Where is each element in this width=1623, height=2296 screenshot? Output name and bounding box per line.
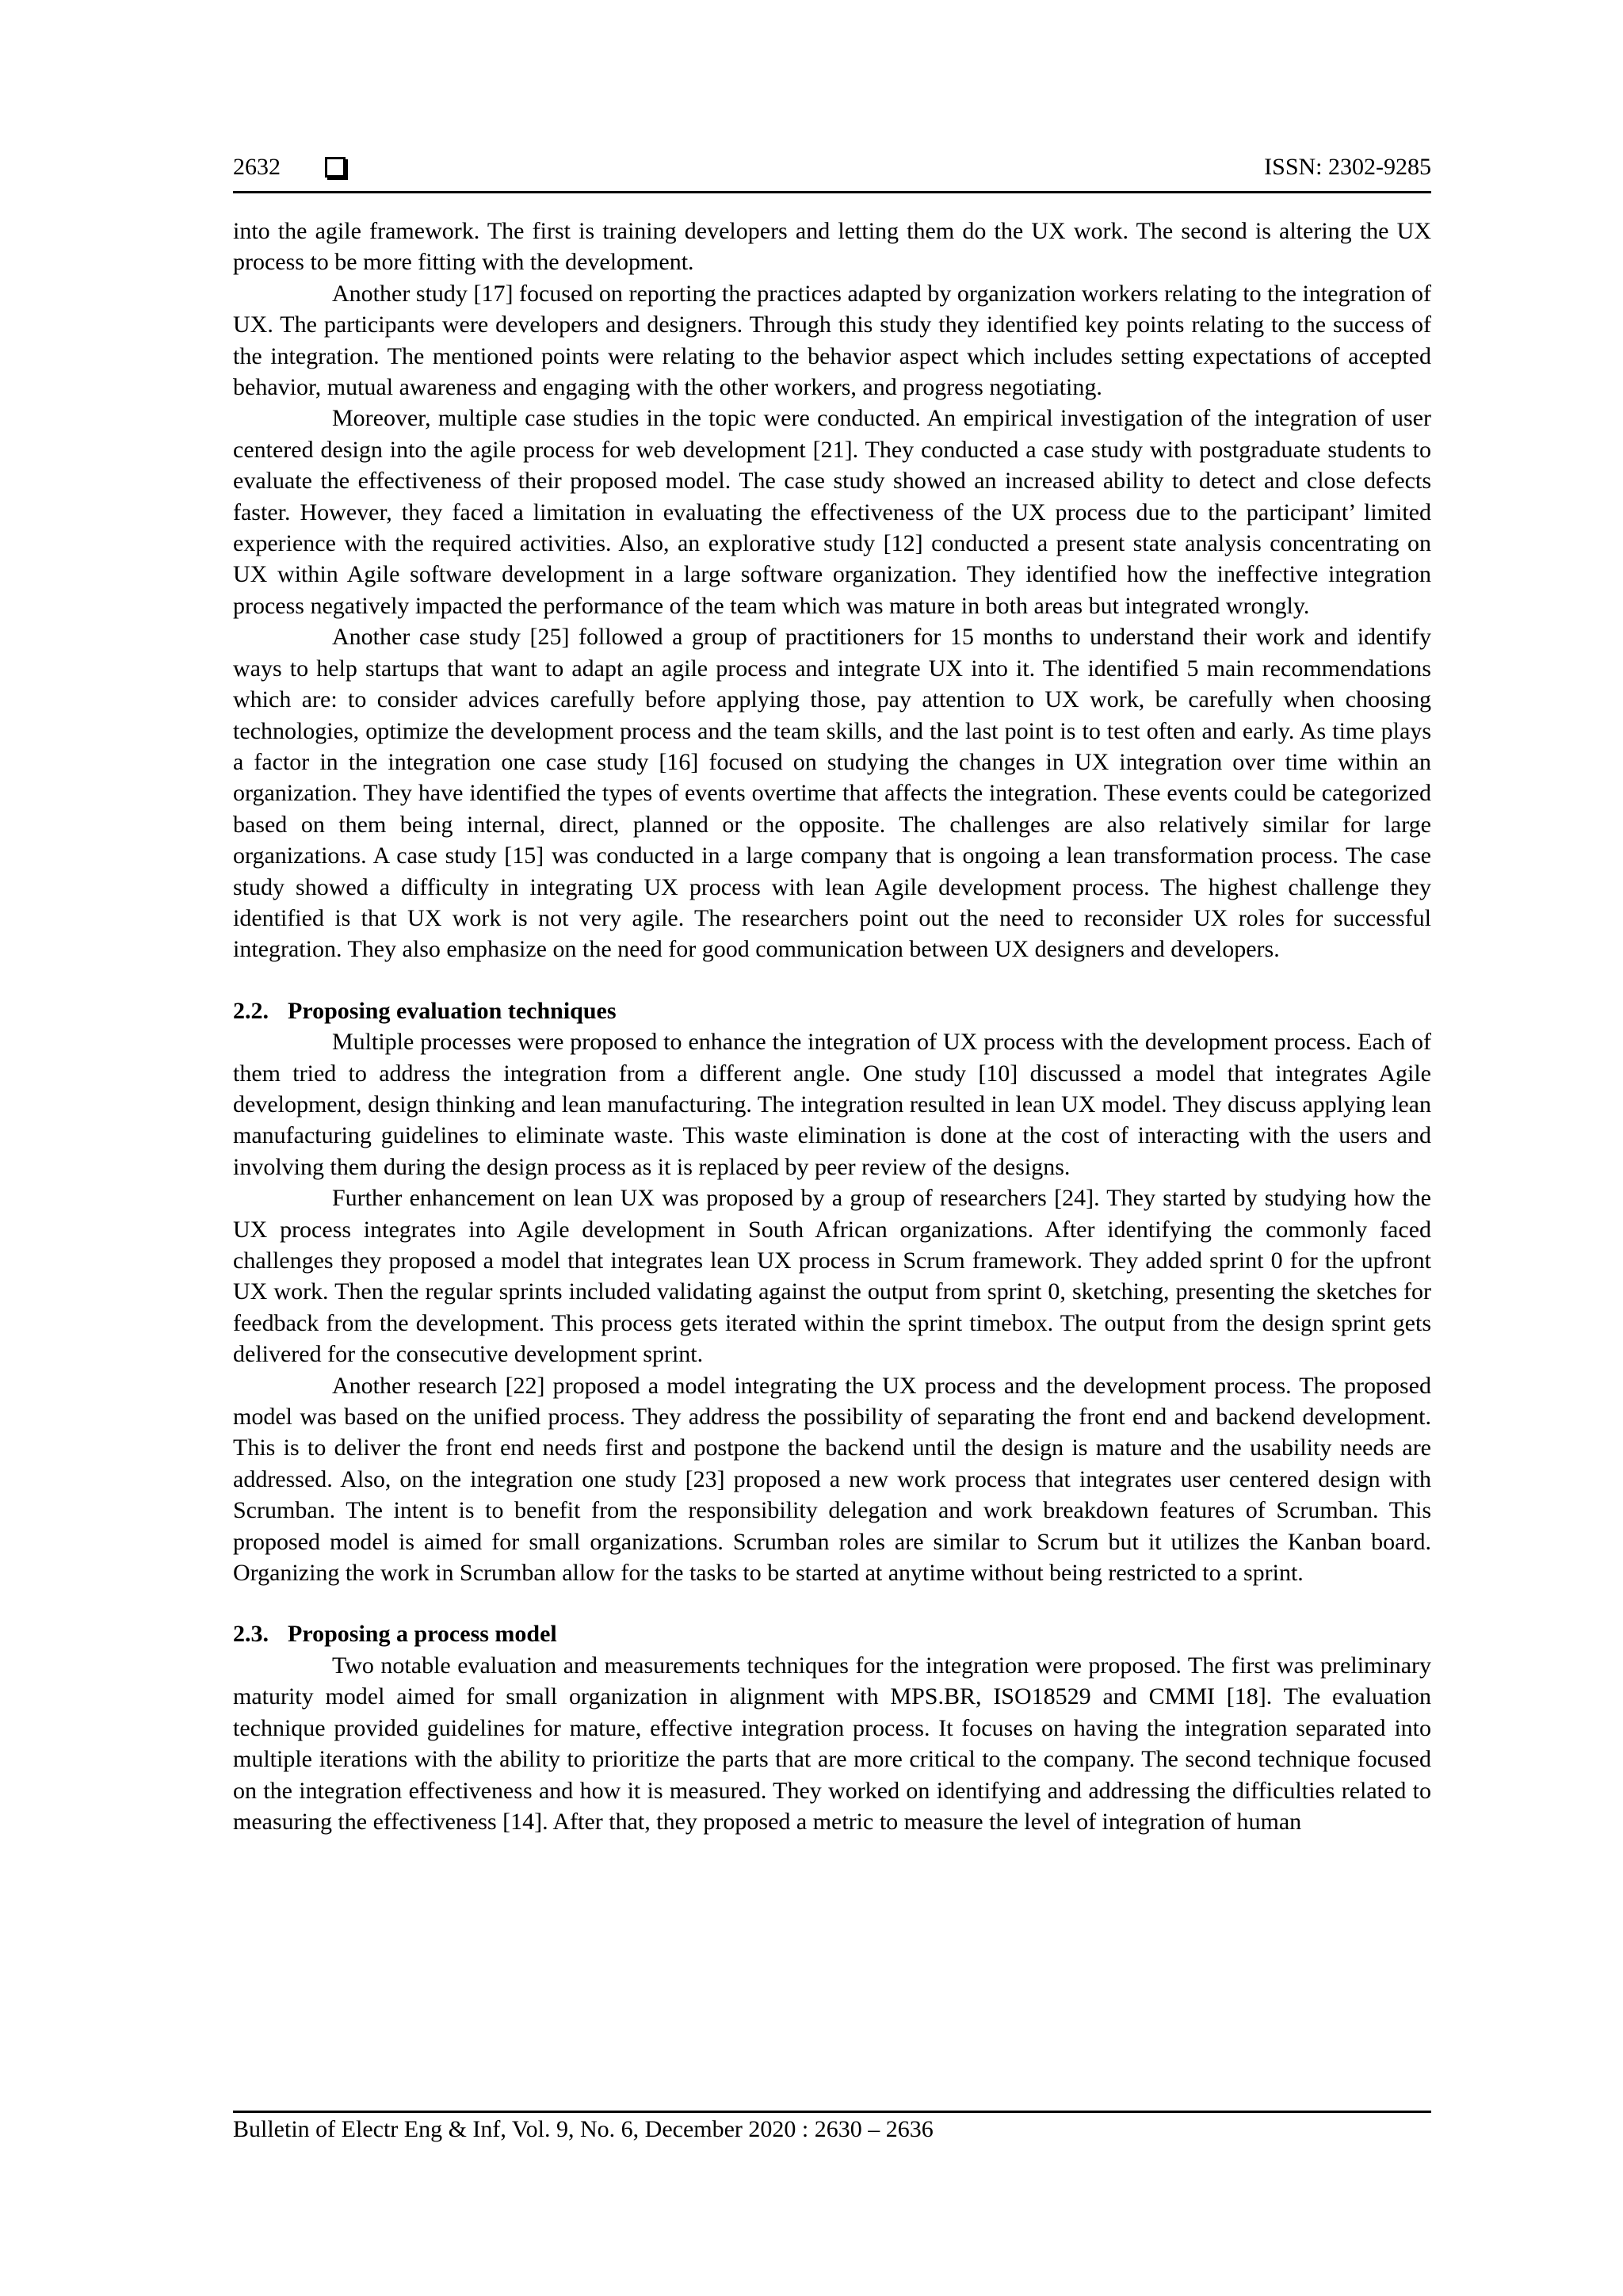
section-title: Proposing a process model	[288, 1621, 557, 1648]
section-title: Proposing evaluation techniques	[288, 997, 617, 1024]
issn-label: ISSN: 2302-9285	[1264, 154, 1431, 180]
header-rule	[233, 191, 1431, 193]
page-number: 2632	[233, 154, 281, 180]
paragraph: Multiple processes were proposed to enhance the integration of UX process with the development process. Each of them tried to address the integration from a different angle. One study [10] discussed a model that integrates Agile development, design thinking and lean manufacturing. The integration resulted in lean UX model. They discuss applying lean manufacturing guidelines to eliminate waste. This waste elimination is done at the cost of interacting with the users and involving them during the design process as it is replaced by peer review of the designs.	[233, 1029, 1431, 1180]
article-body	[233, 216, 1431, 1837]
paragraph: Moreover, multiple case studies in the topic were conducted. An empirical investigation of the integration of user centered design into the agile process for web development [21]. They conducted a case study with postgraduate students to evaluate the effectiveness of their proposed model. The case study showed an increased ability to detect and close defects faster. However, they faced a limitation in evaluating the effectiveness of the UX process due to the participant’ limited experience with the required activities. Also, an explorative study [12] conducted a present state analysis concentrating on UX within Agile software development in a large software organization. They identified how the ineffective integration process negatively impacted the performance of the team which was mature in both areas but integrated wrongly.	[233, 405, 1431, 619]
page-header	[233, 154, 1431, 192]
footer-citation: Bulletin of Electr Eng & Inf, Vol. 9, No. 6, December 2020 : 2630 – 2636	[233, 2116, 934, 2142]
square-box-icon	[325, 157, 346, 178]
paragraph: Another research [22] proposed a model integrating the UX process and the development process. The proposed model was based on the unified process. They address the possibility of separating the front end and backend development. This is to deliver the front end needs first and postpone the backend until the design is mature and the usability needs are addressed. Also, on the integration one study [23] proposed a new work process that integrates user centered design with Scrumban. The intent is to benefit from the responsibility delegation and work breakdown features of Scrumban. This proposed model is aimed for small organizations. Scrumban roles are similar to Scrum but it utilizes the Kanban board. Organizing the work in Scrumban allow for the tasks to be started at anytime without being restricted to a sprint.	[233, 1372, 1431, 1587]
footer-rule	[233, 2111, 1431, 2113]
paragraph-continuation: into the agile framework. The first is training developers and letting them do the UX work. The second is altering the UX process to be more fitting with the development.	[233, 218, 1431, 276]
section-heading-2-3	[233, 1618, 1431, 1649]
paragraph: Another study [17] focused on reporting the practices adapted by organization workers relating to the integration of UX. The participants were developers and designers. Through this study they identified key points relating to the success of the integration. The mentioned points were relating to the behavior aspect which includes setting expectations of accepted behavior, mutual awareness and engaging with the other workers, and progress negotiating.	[233, 280, 1431, 401]
section-number: 2.3.	[233, 1621, 269, 1648]
paragraph: Another case study [25] followed a group of practitioners for 15 months to understand their work and identify ways to help startups that want to adapt an agile process and integrate UX into it. The identified 5 main recommendations which are: to consider advices carefully before applying those, pay attention to UX work, be carefully when choosing technologies, optimize the development process and the team skills, and the last point is to test often and early. As time plays a factor in the integration one case study [16] focused on studying the changes in UX integration over time within an organization. They have identified the types of events overtime that affects the integration. These events could be categorized based on them being internal, direct, planned or the opposite. The challenges are also relatively similar for large organizations. A case study [15] was conducted in a large company that is ongoing a lean transformation process. The case study showed a difficulty in integrating UX process with lean Agile development process. The highest challenge they identified is that UX work is not very agile. The researchers point out the need to reconsider UX roles for successful integration. They also emphasize on the need for good communication between UX designers and developers.	[233, 624, 1431, 963]
section-number: 2.2.	[233, 997, 269, 1024]
paragraph: Further enhancement on lean UX was proposed by a group of researchers [24]. They started by studying how the UX process integrates into Agile development in South African organizations. After identifying the commonly faced challenges they proposed a model that integrates lean UX process in Scrum framework. They added sprint 0 for the upfront UX work. Then the regular sprints included validating against the output from sprint 0, sketching, presenting the sketches for feedback from the development. This process gets iterated within the sprint timebox. The output from the design sprint gets delivered for the consecutive development sprint.	[233, 1185, 1431, 1368]
paragraph: Two notable evaluation and measurements techniques for the integration were proposed. The first was preliminary maturity model aimed for small organization in alignment with MPS.BR, ISO18529 and CMMI [18]. The evaluation technique provided guidelines for mature, effective integration process. It focuses on having the integration separated into multiple iterations with the ability to prioritize the parts that are more critical to the company. The second technique focused on the integration effectiveness and how it is measured. They worked on identifying and addressing the difficulties related to measuring the effectiveness [14]. After that, they proposed a metric to measure the level of integration of human	[233, 1652, 1431, 1835]
section-heading-2-2	[233, 995, 1431, 1026]
